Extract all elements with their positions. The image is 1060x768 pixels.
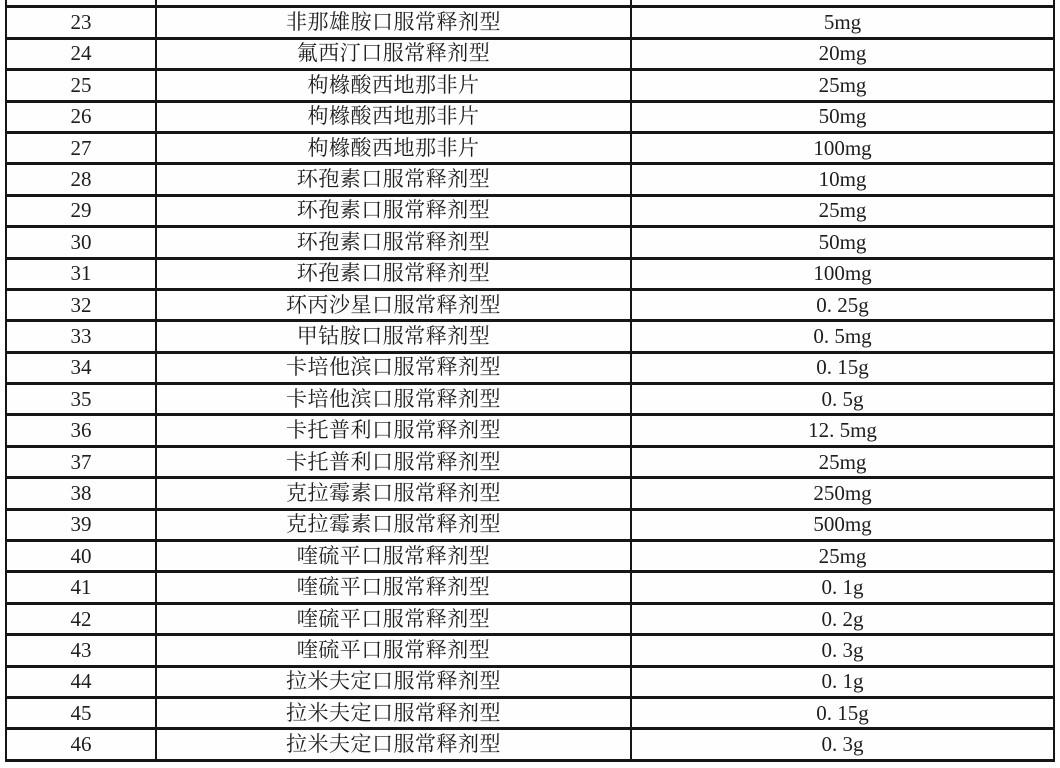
table-row <box>6 603 1054 634</box>
row-index-cell <box>6 0 156 7</box>
table-row <box>6 132 1054 163</box>
row-index-cell: 23 <box>6 7 156 38</box>
dosage-cell: 10mg <box>631 164 1054 195</box>
table-row <box>6 729 1054 760</box>
table-row <box>6 509 1054 540</box>
dosage-cell: 0. 5g <box>631 384 1054 415</box>
drug-name-cell: 甲钴胺口服常释剂型 <box>156 321 631 352</box>
table-row <box>6 7 1054 38</box>
row-index-cell: 43 <box>6 635 156 666</box>
table-row <box>6 446 1054 477</box>
dosage-cell: 0. 1g <box>631 572 1054 603</box>
table-row <box>6 415 1054 446</box>
row-index-cell: 44 <box>6 666 156 697</box>
drug-name-cell: 喹硫平口服常释剂型 <box>156 572 631 603</box>
row-index-cell: 24 <box>6 38 156 69</box>
row-index-cell: 40 <box>6 541 156 572</box>
row-index-cell: 39 <box>6 509 156 540</box>
row-index-cell: 28 <box>6 164 156 195</box>
dosage-cell: 12. 5mg <box>631 415 1054 446</box>
row-index-cell: 46 <box>6 729 156 760</box>
row-index-cell: 42 <box>6 603 156 634</box>
dosage-cell: 5mg <box>631 7 1054 38</box>
dosage-cell: 0. 3g <box>631 729 1054 760</box>
dosage-cell: 0. 2g <box>631 603 1054 634</box>
dosage-cell: 25mg <box>631 446 1054 477</box>
drug-name-cell: 喹硫平口服常释剂型 <box>156 541 631 572</box>
table-row <box>6 101 1054 132</box>
drug-name-cell: 拉米夫定口服常释剂型 <box>156 666 631 697</box>
table-row <box>6 541 1054 572</box>
drug-name-cell: 卡托普利口服常释剂型 <box>156 446 631 477</box>
dosage-cell: 50mg <box>631 101 1054 132</box>
table-row <box>6 572 1054 603</box>
table-row <box>6 478 1054 509</box>
drug-name-cell: 环孢素口服常释剂型 <box>156 227 631 258</box>
table-row <box>6 666 1054 697</box>
row-index-cell: 26 <box>6 101 156 132</box>
drug-name-cell: 环孢素口服常释剂型 <box>156 164 631 195</box>
dosage-cell: 500mg <box>631 509 1054 540</box>
row-index-cell: 30 <box>6 227 156 258</box>
dosage-cell: 25mg <box>631 541 1054 572</box>
drug-name-cell: 喹硫平口服常释剂型 <box>156 635 631 666</box>
dosage-cell: 0. 1g <box>631 666 1054 697</box>
row-index-cell: 36 <box>6 415 156 446</box>
row-index-cell: 33 <box>6 321 156 352</box>
dosage-cell: 20mg <box>631 38 1054 69</box>
row-index-cell: 32 <box>6 289 156 320</box>
dosage-cell: 50mg <box>631 227 1054 258</box>
cut-off-row <box>6 0 1054 7</box>
table-row <box>6 195 1054 226</box>
table-row <box>6 38 1054 69</box>
drug-name-cell: 卡托普利口服常释剂型 <box>156 415 631 446</box>
table-row <box>6 164 1054 195</box>
row-index-cell: 35 <box>6 384 156 415</box>
drug-name-cell: 克拉霉素口服常释剂型 <box>156 509 631 540</box>
drug-name-cell: 卡培他滨口服常释剂型 <box>156 384 631 415</box>
table-row <box>6 384 1054 415</box>
drug-name-cell: 非那雄胺口服常释剂型 <box>156 7 631 38</box>
drug-name-cell: 环孢素口服常释剂型 <box>156 195 631 226</box>
drug-name-cell: 拉米夫定口服常释剂型 <box>156 729 631 760</box>
table-row <box>6 70 1054 101</box>
table-row <box>6 697 1054 728</box>
row-index-cell: 25 <box>6 70 156 101</box>
table-row <box>6 289 1054 320</box>
row-index-cell: 31 <box>6 258 156 289</box>
dosage-cell: 0. 3g <box>631 635 1054 666</box>
drug-name-cell: 枸橼酸西地那非片 <box>156 101 631 132</box>
table-row <box>6 321 1054 352</box>
drug-spec-table <box>5 0 1055 762</box>
drug-name-cell: 拉米夫定口服常释剂型 <box>156 697 631 728</box>
dosage-cell: 0. 15g <box>631 352 1054 383</box>
drug-name-cell: 枸橼酸西地那非片 <box>156 132 631 163</box>
drug-name-cell <box>156 0 631 7</box>
drug-name-cell: 环孢素口服常释剂型 <box>156 258 631 289</box>
row-index-cell: 34 <box>6 352 156 383</box>
dosage-cell: 100mg <box>631 258 1054 289</box>
drug-name-cell: 氟西汀口服常释剂型 <box>156 38 631 69</box>
dosage-cell: 0. 5mg <box>631 321 1054 352</box>
row-index-cell: 41 <box>6 572 156 603</box>
table-row <box>6 352 1054 383</box>
dosage-cell <box>631 0 1054 7</box>
dosage-cell: 0. 15g <box>631 697 1054 728</box>
dosage-cell: 0. 25g <box>631 289 1054 320</box>
drug-name-cell: 环丙沙星口服常释剂型 <box>156 289 631 320</box>
dosage-cell: 25mg <box>631 70 1054 101</box>
table-row <box>6 635 1054 666</box>
dosage-cell: 100mg <box>631 132 1054 163</box>
table-row <box>6 258 1054 289</box>
row-index-cell: 29 <box>6 195 156 226</box>
dosage-cell: 25mg <box>631 195 1054 226</box>
row-index-cell: 38 <box>6 478 156 509</box>
row-index-cell: 37 <box>6 446 156 477</box>
table-body <box>6 0 1054 760</box>
drug-name-cell: 克拉霉素口服常释剂型 <box>156 478 631 509</box>
drug-name-cell: 喹硫平口服常释剂型 <box>156 603 631 634</box>
row-index-cell: 27 <box>6 132 156 163</box>
dosage-cell: 250mg <box>631 478 1054 509</box>
table-row <box>6 227 1054 258</box>
drug-name-cell: 卡培他滨口服常释剂型 <box>156 352 631 383</box>
row-index-cell: 45 <box>6 697 156 728</box>
drug-name-cell: 枸橼酸西地那非片 <box>156 70 631 101</box>
